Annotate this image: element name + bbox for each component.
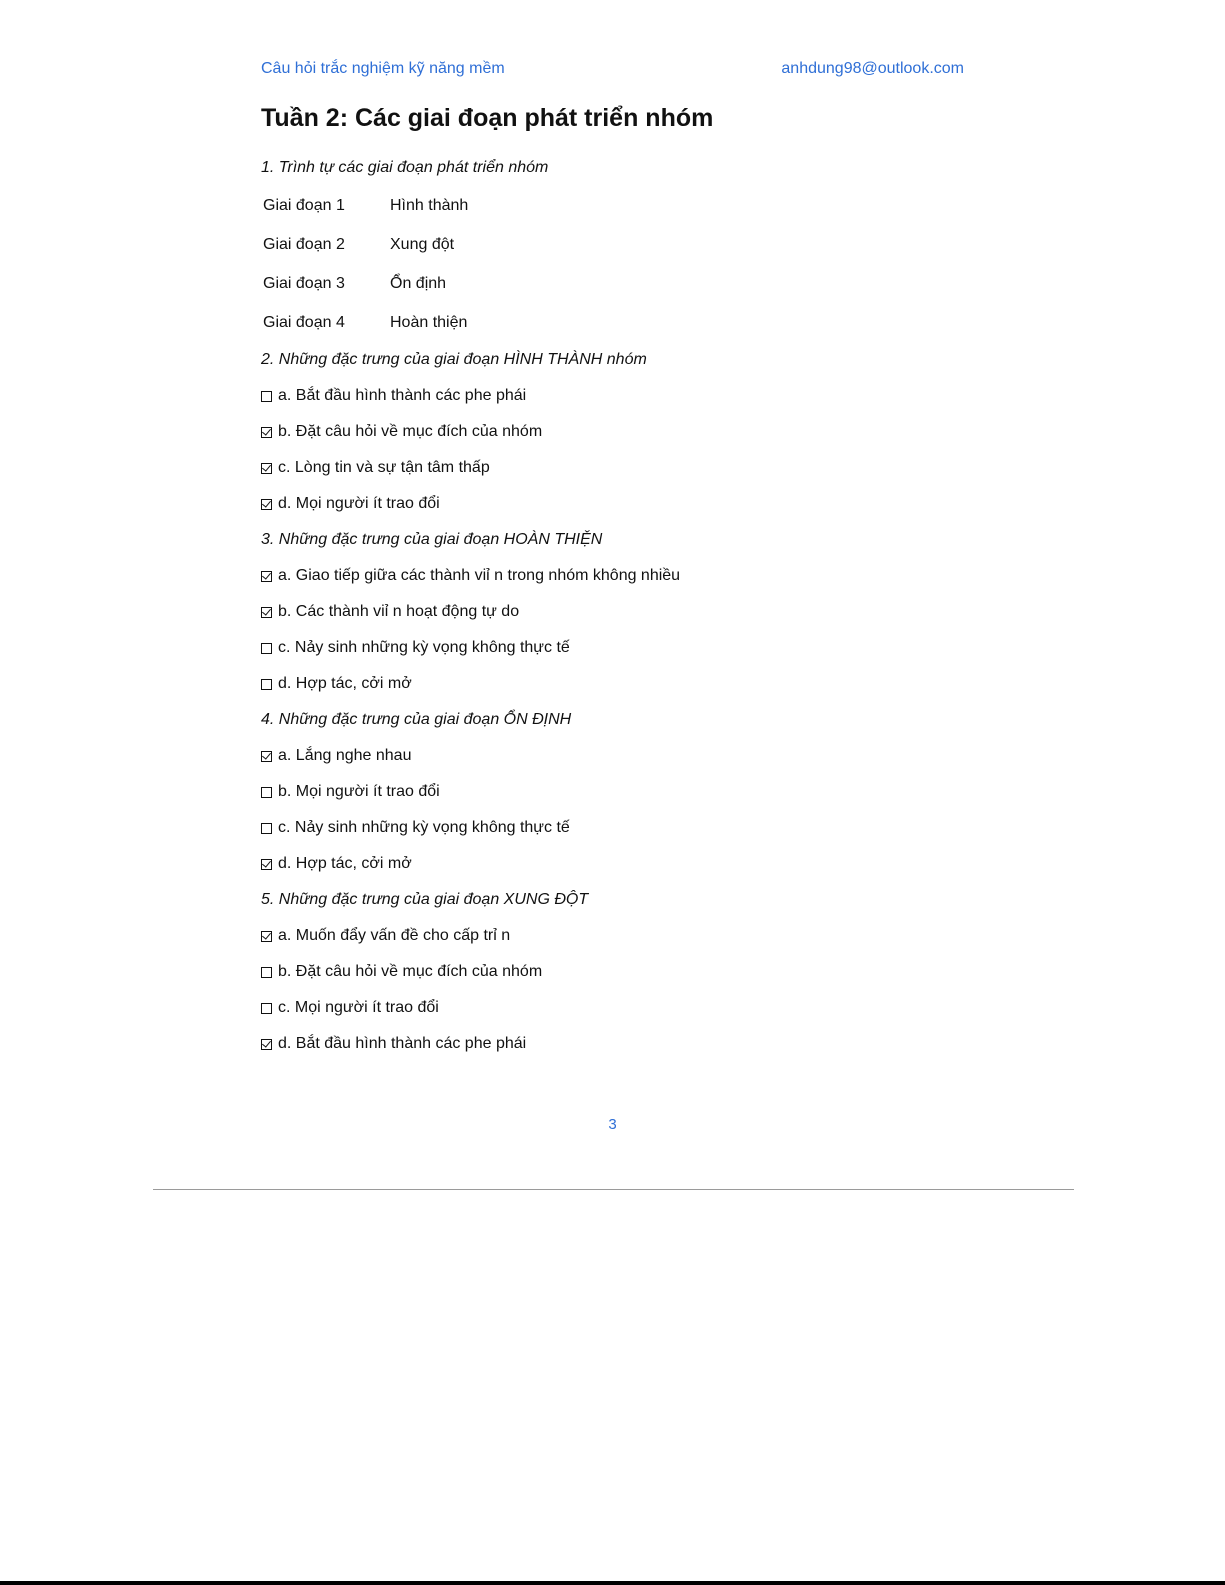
option-item <box>261 846 961 882</box>
stage-value: Hoàn thiện <box>390 314 468 331</box>
option-label: a. Giao tiếp giữa các thành viỉ n trong nhóm không nhiều <box>278 567 681 584</box>
option-label: d. Hợp tác, cởi mở <box>278 855 412 872</box>
checkbox-icon[interactable] <box>261 391 272 402</box>
option-label: a. Lắng nghe nhau <box>278 747 412 764</box>
checkbox-icon[interactable] <box>261 571 272 582</box>
option-label: a. Muốn đẩy vấn đề cho cấp trỉ n <box>278 927 511 944</box>
option-item <box>261 558 961 594</box>
option-item <box>261 630 961 666</box>
checkbox-icon[interactable] <box>261 607 272 618</box>
question-5: 5. Những đặc trưng của giai đoạn XUNG ĐỘT <box>261 891 589 908</box>
question-1: 1. Trình tự các giai đoạn phát triển nhóm <box>261 159 549 176</box>
checkbox-icon[interactable] <box>261 679 272 690</box>
option-label: b. Các thành viỉ n hoạt động tự do <box>278 603 520 620</box>
checkbox-icon[interactable] <box>261 643 272 654</box>
bottom-edge-bar <box>0 1581 1225 1585</box>
option-label: d. Hợp tác, cởi mở <box>278 675 412 692</box>
stage-row <box>261 225 961 264</box>
option-label: c. Mọi người ít trao đổi <box>278 999 439 1016</box>
option-item <box>261 414 961 450</box>
option-label: c. Lòng tin và sự tận tâm thấp <box>278 459 490 476</box>
option-label: b. Mọi người ít trao đổi <box>278 783 440 800</box>
header-document-title: Câu hỏi trắc nghiệm kỹ năng mềm <box>261 60 505 77</box>
page-divider <box>153 1189 1074 1190</box>
checkbox-icon[interactable] <box>261 1039 272 1050</box>
stage-value: Hình thành <box>390 197 469 214</box>
checkbox-icon[interactable] <box>261 1003 272 1014</box>
question-2: 2. Những đặc trưng của giai đoạn HÌNH THÀNH nhóm <box>261 351 647 368</box>
stage-row <box>261 186 961 225</box>
stage-row <box>261 264 961 303</box>
option-item <box>261 990 961 1026</box>
checkbox-icon[interactable] <box>261 967 272 978</box>
page-number: 3 <box>608 1116 617 1133</box>
checkbox-icon[interactable] <box>261 751 272 762</box>
option-label: b. Đặt câu hỏi về mục đích của nhóm <box>278 963 543 980</box>
option-item <box>261 486 961 522</box>
stage-row <box>261 303 961 342</box>
checkbox-icon[interactable] <box>261 823 272 834</box>
checkbox-icon[interactable] <box>261 859 272 870</box>
option-item <box>261 594 961 630</box>
checkbox-icon[interactable] <box>261 499 272 510</box>
option-item <box>261 1026 961 1062</box>
document-body <box>261 150 961 1062</box>
checkbox-icon[interactable] <box>261 787 272 798</box>
checkbox-icon[interactable] <box>261 427 272 438</box>
stage-value: Xung đột <box>390 236 455 253</box>
stage-label: Giai đoạn 2 <box>263 236 345 253</box>
question-4: 4. Những đặc trưng của giai đoạn ỔN ĐỊNH <box>261 711 572 728</box>
option-label: b. Đặt câu hỏi về mục đích của nhóm <box>278 423 543 440</box>
option-item <box>261 378 961 414</box>
option-label: d. Bắt đầu hình thành các phe phái <box>278 1035 527 1052</box>
option-label: c. Nảy sinh những kỳ vọng không thực tế <box>278 639 570 656</box>
option-item <box>261 738 961 774</box>
option-item <box>261 774 961 810</box>
section-title: Tuần 2: Các giai đoạn phát triển nhóm <box>261 104 714 132</box>
stage-value: Ổn định <box>390 275 447 292</box>
option-item <box>261 666 961 702</box>
option-label: d. Mọi người ít trao đổi <box>278 495 440 512</box>
stage-label: Giai đoạn 3 <box>263 275 345 292</box>
checkbox-icon[interactable] <box>261 931 272 942</box>
option-label: c. Nảy sinh những kỳ vọng không thực tế <box>278 819 570 836</box>
question-3: 3. Những đặc trưng của giai đoạn HOÀN THIỆN <box>261 531 603 548</box>
option-item <box>261 450 961 486</box>
checkbox-icon[interactable] <box>261 463 272 474</box>
stage-label: Giai đoạn 1 <box>263 197 345 214</box>
stage-label: Giai đoạn 4 <box>263 314 345 331</box>
option-item <box>261 918 961 954</box>
stage-table <box>261 186 961 342</box>
option-label: a. Bắt đầu hình thành các phe phái <box>278 387 527 404</box>
header-email: anhdung98@outlook.com <box>781 60 964 77</box>
option-item <box>261 954 961 990</box>
option-item <box>261 810 961 846</box>
page-header <box>261 60 964 78</box>
